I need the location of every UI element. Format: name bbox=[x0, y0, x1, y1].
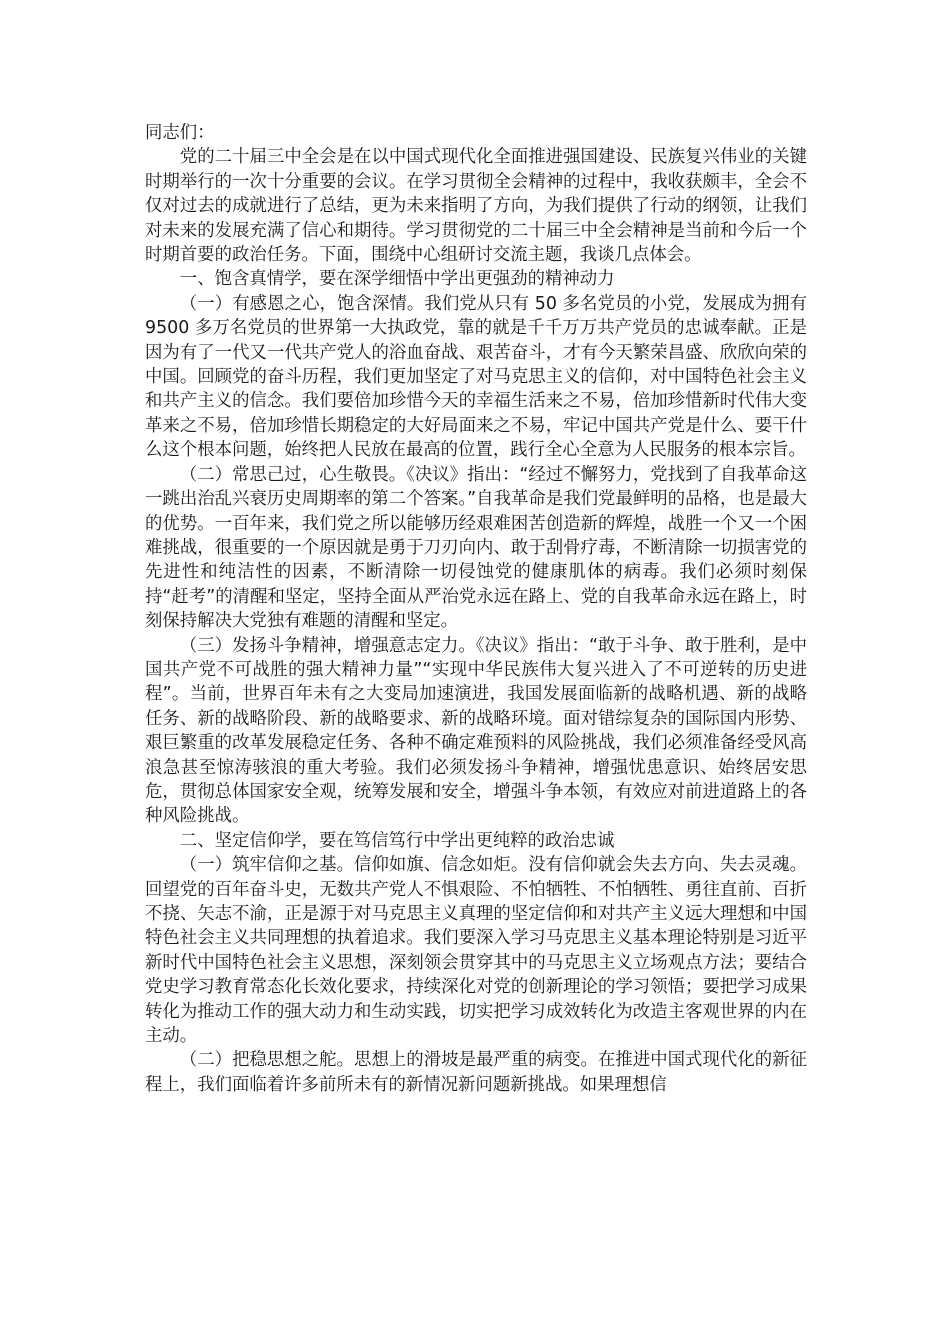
intro-paragraph: 党的二十届三中全会是在以中国式现代化全面推进强国建设、民族复兴伟业的关键时期举行的一次十分重要的会议。在学习贯彻全会精神的过程中，我收获颇丰，全会不仅对过去的成就进行了总结，更为未来指明了方向，为我们提供了行动的纲领，让我们对未来的发展充满了信心和期待。学习贯彻党的二十届三中全会精神是当前和今后一个时期首要的政治任务。下面，围绕中心组研讨交流主题，我谈几点体会。 bbox=[145, 147, 807, 266]
paragraph-2-2: （二）把稳思想之舵。思想上的滑坡是最严重的病变。在推进中国式现代化的新征程上，我们面临着许多前所未有的新情况新问题新挑战。如果理想信 bbox=[145, 1050, 807, 1095]
paragraph-1-2: （二）常思己过，心生敬畏。《决议》指出：“经过不懈努力，党找到了自我革命这一跳出治乱兴衰历史周期率的第二个答案。”自我革命是我们党最鲜明的品格，也是最大的优势。一百年来，我们党之所以能够历经艰难困苦创造新的辉煌，战胜一个又一个困难挑战，很重要的一个原因就是勇于刀刃向内、敢于刮骨疗毒，不断清除一切损害党的先进性和纯洁性的因素，不断清除一切侵蚀党的健康肌体的病毒。我们必须时刻保持“赶考”的清醒和坚定，坚持全面从严治党永远在路上、党的自我革命永远在路上，时刻保持解决大党独有难题的清醒和坚定。 bbox=[145, 464, 807, 632]
paragraph-1-1: （一）有感恩之心，饱含深情。我们党从只有 50 多名党员的小党，发展成为拥有 9500 多万名党员的世界第一大执政党，靠的就是千千万万共产党员的忠诚奉献。正是因为有了一代又一代共产党人的浴血奋战、艰苦奋斗，才有今天繁荣昌盛、欣欣向荣的中国。回顾党的奋斗历程，我们更加坚定了对马克思主义的信仰，对中国特色社会主义和共产主义的信念。我们要倍加珍惜今天的幸福生活来之不易，倍加珍惜新时代伟大变革来之不易，倍加珍惜长期稳定的大好局面来之不易，牢记中国共产党是什么、要干什么这个根本问题，始终把人民放在最高的位置，践行全心全意为人民服务的根本宗旨。 bbox=[145, 293, 807, 461]
document-body bbox=[145, 121, 807, 1097]
paragraph-1-3: （三）发扬斗争精神，增强意志定力。《决议》指出：“敢于斗争、敢于胜利，是中国共产党不可战胜的强大精神力量”“实现中华民族伟大复兴进入了不可逆转的历史进程”。当前，世界百年未有之大变局加速演进，我国发展面临新的战略机遇、新的战略任务、新的战略阶段、新的战略要求、新的战略环境。面对错综复杂的国际国内形势、艰巨繁重的改革发展稳定任务、各种不确定难预料的风险挑战，我们必须准备经受风高浪急甚至惊涛骇浪的重大考验。我们必须发扬斗争精神，增强忧患意识、始终居安思危，贯彻总体国家安全观，统筹发展和安全，增强斗争本领，有效应对前进道路上的各种风险挑战。 bbox=[145, 635, 807, 827]
salutation: 同志们： bbox=[145, 123, 215, 143]
section-heading-1: 一、饱含真情学，要在深学细悟中学出更强劲的精神动力 bbox=[179, 269, 615, 290]
paragraph-2-1: （一）筑牢信仰之基。信仰如旗、信念如炬。没有信仰就会失去方向、失去灵魂。回望党的百年奋斗史，无数共产党人不惧艰险、不怕牺牲、不怕牺牲、勇往直前、百折不挠、矢志不渝，正是源于对马克思主义真理的坚定信仰和对共产主义远大理想和中国特色社会主义共同理想的执着追求。我们要深入学习马克思主义基本理论特别是习近平新时代中国特色社会主义思想，深刻领会贯穿其中的马克思主义立场观点方法；要结合党史学习教育常态化长效化要求，持续深化对党的创新理论的学习领悟；要把学习成果转化为推动工作的强大动力和生动实践，切实把学习成效转化为改造主客观世界的内在主动。 bbox=[145, 855, 807, 1047]
section-heading-2: 二、坚定信仰学，要在笃信笃行中学出更纯粹的政治忠诚 bbox=[179, 830, 615, 851]
